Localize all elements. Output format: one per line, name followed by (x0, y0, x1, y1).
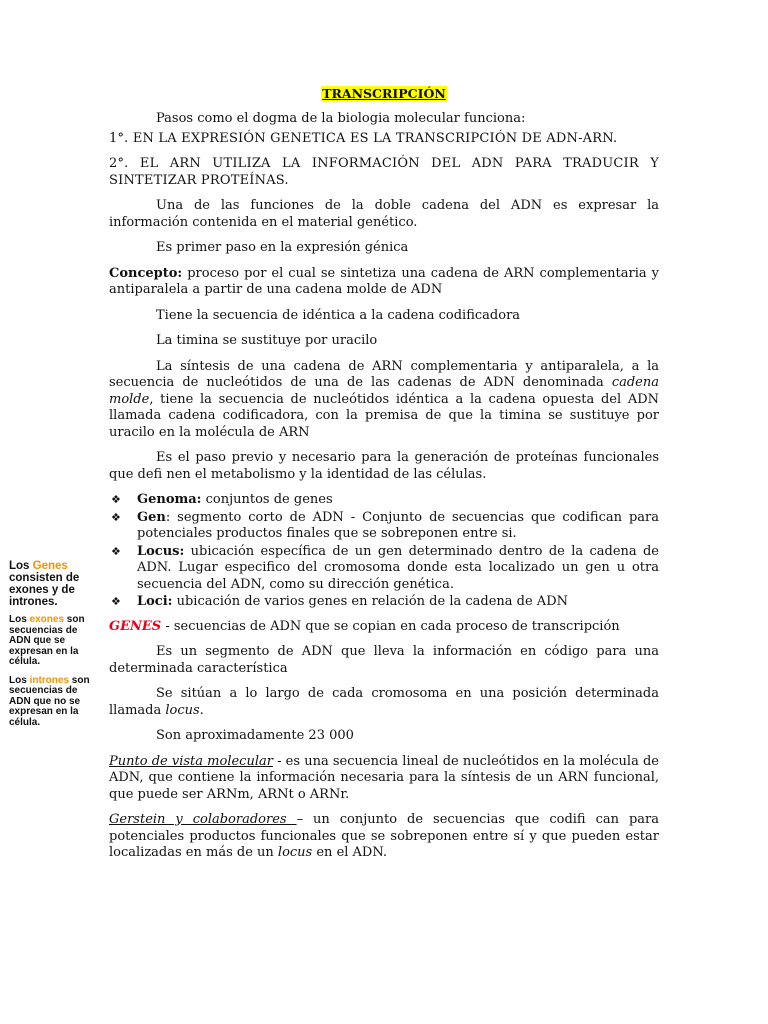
gerstein-paragraph (109, 812, 659, 862)
genes-paragraph (109, 619, 659, 636)
side-note-intrones (9, 676, 93, 729)
term-definition: ubicación específica de un gen determinado dentro de la cadena de ADN. Lugar especifico del cromosoma donde esta localizado un gen u otra secuencia del ADN, como su dirección genética. (137, 543, 659, 592)
sintesis-text-1: La síntesis de una cadena de ARN complementaria y antiparalela, a la secuencia de nucleótidos de una de las cadenas de ADN denominada (109, 358, 659, 390)
diamond-bullet-icon: ❖ (111, 544, 121, 558)
side-text: Los (9, 614, 30, 625)
situan-paragraph (109, 686, 659, 719)
step-1-paragraph: 1°. EN LA EXPRESIÓN GENETICA ES LA TRANSCRIPCIÓN DE ADN-ARN. (109, 130, 618, 146)
punto-vista-text: - es una secuencia lineal de nucleótidos en la molécula de ADN, que contiene la información necesaria para la síntesis de un ARN funcional, que puede ser ARNm, ARNt o ARNr. (109, 753, 659, 802)
gerstein-text-2: en el ADN. (312, 845, 388, 860)
term-label: Loci: (137, 594, 173, 609)
side-highlight: Genes (32, 560, 68, 572)
genes-label: GENES (109, 618, 162, 634)
diamond-bullet-icon: ❖ (111, 510, 121, 524)
term-label: Locus: (137, 543, 185, 559)
term-definition: ubicación de varios genes en relación de la cadena de ADN (172, 594, 568, 609)
primer-paso-paragraph: Es primer paso en la expresión génica (156, 240, 409, 255)
list-item (109, 492, 659, 509)
timina-paragraph: La timina se sustituye por uracilo (156, 333, 378, 348)
concepto-label: Concepto: (109, 265, 183, 281)
diamond-bullet-icon: ❖ (111, 595, 121, 608)
gerstein-italic: locus (277, 845, 313, 860)
paso-previo-paragraph: Es el paso previo y necesario para la generación de proteínas funcionales que defi nen el metabolismo y la identidad de las células. (109, 450, 659, 482)
gerstein-text-1: – un conjunto de secuencias que codifi can para potenciales productos funcionales que se sobreponen entre sí y que pueden estar localizadas en más de un (109, 812, 660, 860)
side-text: Los (9, 674, 30, 686)
step-2-paragraph: 2°. EL ARN UTILIZA LA INFORMACIÓN DEL ADN PARA TRADUCIR Y SINTETIZAR PROTEÍNAS. (109, 156, 659, 188)
diamond-bullet-icon: ❖ (111, 493, 121, 506)
page-title (0, 86, 768, 102)
genes-text: - secuencias de ADN que se copian en cada proceso de transcripción (161, 618, 620, 634)
side-highlight: intrones (29, 674, 70, 686)
side-note-genes (9, 560, 93, 608)
term-label: Genoma: (137, 492, 202, 507)
funciones-paragraph: Una de las funciones de la doble cadena del ADN es expresar la información contenida en el material genético. (109, 198, 659, 230)
side-note (9, 560, 93, 736)
side-highlight: exones (29, 614, 65, 625)
side-text: consisten de exones y de intrones. (9, 572, 80, 608)
punto-vista-label: Punto de vista molecular (109, 753, 273, 769)
aproximadamente-paragraph: Son aproximadamente 23 000 (156, 728, 354, 743)
concepto-paragraph (109, 266, 659, 299)
secuencia-paragraph: Tiene la secuencia de idéntica a la cadena codificadora (156, 307, 521, 323)
intro-paragraph: Pasos como el dogma de la biologia molecular funciona: (156, 111, 526, 126)
punto-vista-paragraph (109, 754, 659, 804)
side-text: son secuencias de ADN que no se expresan en la célula. (9, 674, 90, 728)
situan-italic: locus (165, 702, 200, 718)
situan-text-2: . (199, 702, 204, 718)
list-item (109, 510, 659, 543)
side-note-exones (9, 615, 93, 668)
sintesis-paragraph (109, 359, 659, 442)
term-label: Gen (137, 509, 166, 525)
definitions-list (109, 492, 659, 611)
term-definition: : segmento corto de ADN - Conjunto de secuencias que codifican para potenciales productos finales que se sobreponen entre si. (137, 509, 659, 541)
side-text: Los (9, 560, 33, 572)
segmento-paragraph: Es un segmento de ADN que lleva la información en código para una determinada característica (109, 644, 659, 676)
side-text: son secuencias de ADN que se expresan en la célula. (9, 614, 85, 667)
list-item (109, 594, 659, 611)
sintesis-italic: cadena molde (109, 375, 659, 407)
situan-text-1: Se sitúan a lo largo de cada cromosoma en una posición determinada llamada (109, 686, 659, 718)
list-item (109, 544, 659, 594)
title-text: TRANSCRIPCIÓN (322, 86, 446, 101)
sintesis-text-2: , tiene la secuencia de nucleótidos idéntica a la cadena opuesta del ADN llamada cadena codificadora, con la premisa de que la timina se sustituye por uracilo en la molécula de ARN (109, 391, 659, 440)
document-body (109, 111, 659, 871)
concepto-text: proceso por el cual se sintetiza una cadena de ARN complementaria y antiparalela a partir de una cadena molde de ADN (109, 265, 659, 297)
term-definition: conjuntos de genes (201, 492, 333, 507)
gerstein-label: Gerstein y colaboradores (109, 812, 297, 827)
